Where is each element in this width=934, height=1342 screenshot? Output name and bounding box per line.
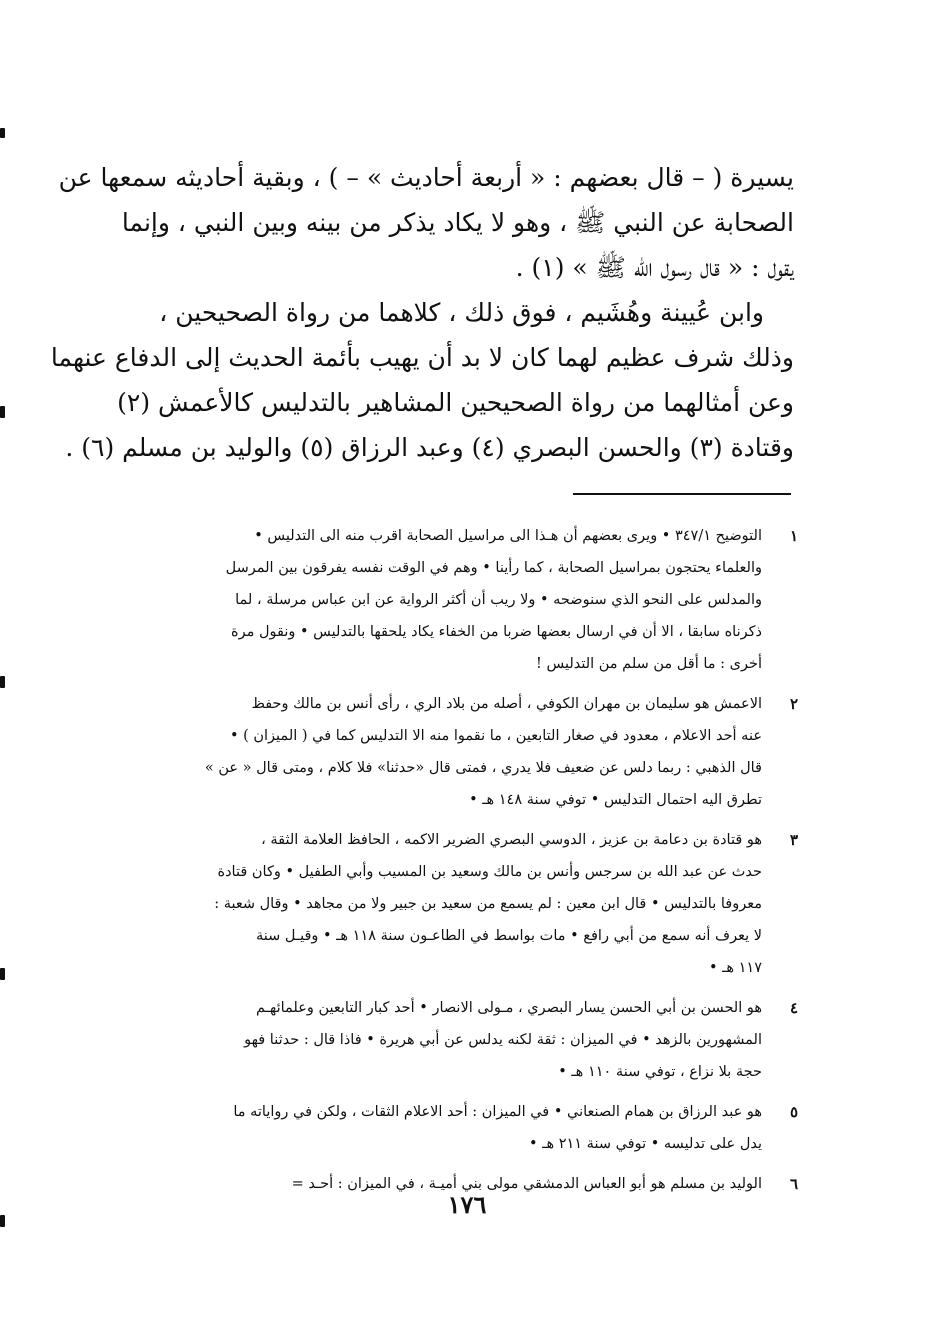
footnote-line: هو الحسن بن أبي الحسن يسار البصري ، مـولى الانصار • أحد كبار التابعين وعلمائهـم xyxy=(255,1000,762,1016)
footnote-separator xyxy=(573,493,791,495)
footnote-line: الوليد بن مسلم هو أبو العباس الدمشقي مولى بني أميـة ، في الميزان : أحـد = xyxy=(291,1176,762,1192)
footnote-line: التوضيح ٣٤٧/١ • ويرى بعضهم أن هـذا الى مراسيل الصحابة اقرب منه الى التدليس • xyxy=(254,528,762,544)
main-body-text xyxy=(50,155,794,470)
footnotes-section xyxy=(118,520,798,1208)
body-line: يسيرة ( – قال بعضهم : « أربعة أحاديث » – ) ، وبقية أحاديثه سمعها عن xyxy=(58,163,794,192)
footnote-number: ١ xyxy=(789,527,798,545)
body-line: وذلك شرف عظيم لهما كان لا بد أن يهيب بأئمة الحديث إلى الدفاع عنهما xyxy=(50,343,794,372)
footnote-line: يدل على تدليسه • توفي سنة ٢١١ هـ • xyxy=(529,1136,762,1152)
footnote xyxy=(118,688,798,816)
footnote xyxy=(118,992,798,1088)
footnote-number: ٥ xyxy=(789,1103,798,1121)
footnote-line: ذكرناه سابقا ، الا أن في ارسال بعضها ضربا من الخفاء يكاد يلحقها بالتدليس • ونقول مرة xyxy=(231,624,762,640)
margin-mark xyxy=(0,406,5,418)
footnote-line: الاعمش هو سليمان بن مهران الكوفي ، أصله من بلاد الري ، رأى أنس بن مالك وحفظ xyxy=(251,696,762,712)
footnote-line: أخرى : ما أقل من سلم من التدليس ! xyxy=(536,656,762,672)
footnote-number: ٤ xyxy=(789,999,798,1017)
footnote xyxy=(118,1096,798,1160)
margin-mark xyxy=(0,128,5,138)
footnote-line: عنه أحد الاعلام ، معدود في صغار التابعين ، ما نقموا منه الا التدليس كما في ( الميزان ) • xyxy=(229,728,762,744)
body-line: وقتادة (٣) والحسن البصري (٤) وعبد الرزاق (٥) والوليد بن مسلم (٦) . xyxy=(65,433,794,462)
body-line: الصحابة عن النبي ﷺ ، وهو لا يكاد يذكر من بينه وبين النبي ، وإنما xyxy=(121,208,794,237)
footnote-line: هو قتادة بن دعامة بن عزيز ، الدوسي البصري الضرير الاكمه ، الحافظ العلامة الثقة ، xyxy=(261,832,762,848)
footnote-line: ١١٧ هـ • xyxy=(708,960,762,976)
footnote-line: والمدلس على النحو الذي سنوضحه • ولا ريب أن أكثر الرواية عن ابن عباس مرسلة ، لما xyxy=(235,592,762,608)
footnote xyxy=(118,520,798,680)
footnote-number: ٣ xyxy=(789,831,798,849)
footnote-line: هو عبد الرزاق بن همام الصنعاني • في الميزان : أحد الاعلام الثقات ، ولكن في رواياته ما xyxy=(233,1104,762,1120)
footnote-line: تطرق اليه احتمال التدليس • توفي سنة ١٤٨ هـ • xyxy=(469,792,762,808)
footnote-number: ٢ xyxy=(789,695,798,713)
body-line: يقول : « قال رسول الله ﷺ » (١) . xyxy=(515,253,794,282)
footnote-line: لا يعرف أنه سمع من أبي رافع • مات بواسط في الطاعـون سنة ١١٨ هـ • وقيـل سنة xyxy=(255,928,762,944)
footnote xyxy=(118,824,798,984)
footnote-line: معروفا بالتدليس • قال ابن معين : لم يسمع من سعيد بن جبير ولا من مجاهد • وقال شعبة : xyxy=(214,896,762,912)
footnote-line: حدث عن عبد الله بن سرجس وأنس بن مالك وسعيد بن المسيب وأبي الطفيل • وكان قتادة xyxy=(217,864,762,880)
margin-mark xyxy=(0,676,5,688)
footnote-number: ٦ xyxy=(789,1175,798,1193)
body-line: وابن عُيينة وهُشَيم ، فوق ذلك ، كلاهما من رواة الصحيحين ، xyxy=(159,298,764,327)
margin-mark xyxy=(0,968,5,980)
footnote-line: المشهورين بالزهد • في الميزان : ثقة لكنه يدلس عن أبي هريرة • فاذا قال : حدثنا فهو xyxy=(244,1032,762,1048)
page-number: ١٧٦ xyxy=(447,1190,487,1219)
body-line: وعن أمثالهما من رواة الصحيحين المشاهير بالتدليس كالأعمش (٢) xyxy=(117,388,794,417)
footnote-line: قال الذهبي : ربما دلس عن ضعيف فلا يدري ، فمتى قال «حدثنا» فلا كلام ، ومتى قال « عن » xyxy=(204,760,762,776)
footnote-line: والعلماء يحتجون بمراسيل الصحابة ، كما رأينا • وهم في الوقت نفسه يفرقون بين المرسل xyxy=(225,560,762,576)
footnote-line: حجة بلا نزاع ، توفي سنة ١١٠ هـ • xyxy=(558,1064,762,1080)
